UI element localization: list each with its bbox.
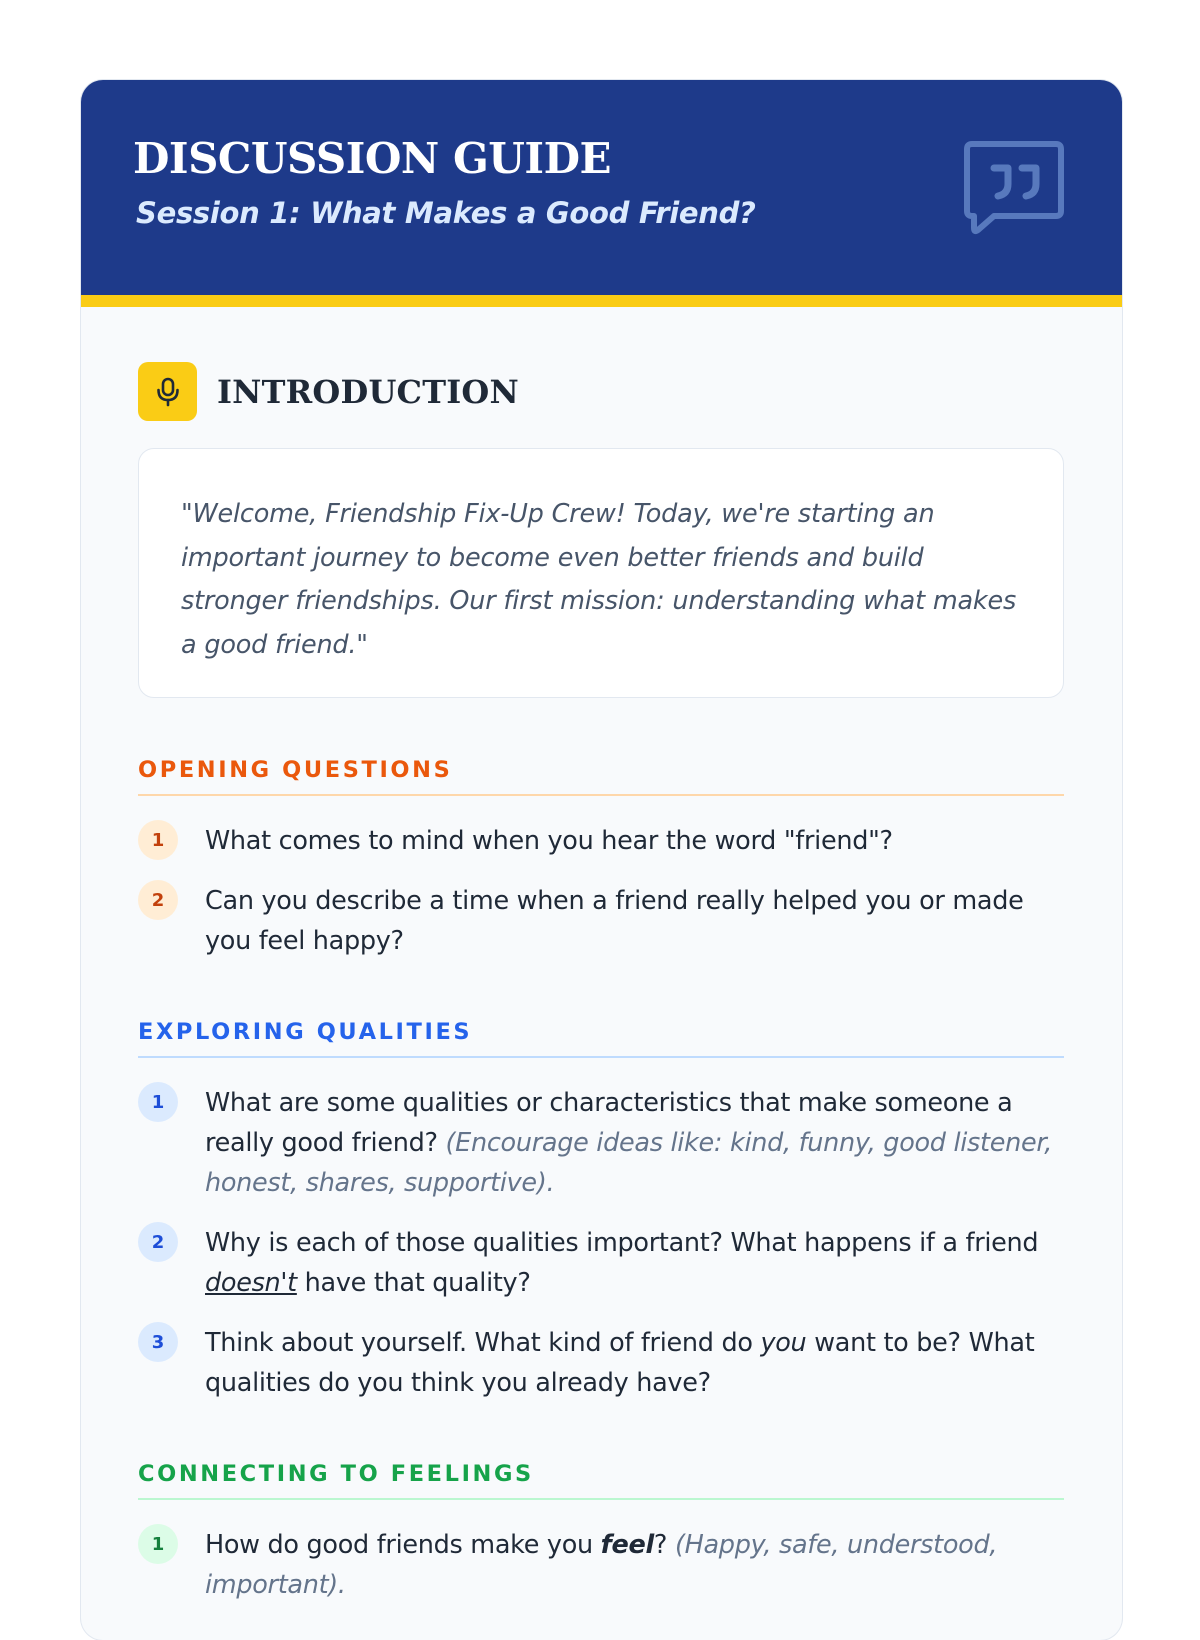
question-text: Why is each of those qualities important? What happens if a friend doesn't have that quality? <box>205 1228 1039 1298</box>
question-text: How do good friends make you feel? (Happy, safe, understood, important). <box>205 1530 998 1600</box>
exploring-question-3 <box>138 1323 1064 1403</box>
section-label-connecting-feelings: CONNECTING TO FEELINGS <box>138 1461 534 1487</box>
question-number-badge: 1 <box>138 1082 178 1122</box>
exploring-question-2 <box>138 1223 1064 1303</box>
question-hint: (Encourage ideas like: kind, funny, good listener, honest, shares, supportive). <box>205 1128 1053 1198</box>
question-number-badge: 3 <box>138 1322 178 1362</box>
introduction-quote: "Welcome, Friendship Fix-Up Crew! Today, we're starting an important journey to become even better friends and build stronger friendships. Our first mission: understanding what makes a good friend." <box>181 499 1017 660</box>
question-hint: (Happy, safe, understood, important). <box>205 1530 998 1600</box>
question-text: What comes to mind when you hear the word "friend"? <box>205 826 893 856</box>
section-rule-exploring <box>138 1056 1064 1058</box>
discussion-guide-card <box>81 80 1122 1640</box>
exploring-question-1 <box>138 1083 1064 1203</box>
section-label-exploring-qualities: EXPLORING QUALITIES <box>138 1019 473 1045</box>
section-label-opening-questions: OPENING QUESTIONS <box>138 757 453 783</box>
guide-header <box>81 80 1122 295</box>
question-number-badge: 2 <box>138 1222 178 1262</box>
question-number-badge: 1 <box>138 1524 178 1564</box>
question-number-badge: 2 <box>138 880 178 920</box>
opening-question-1 <box>138 821 1064 861</box>
section-rule-feelings <box>138 1498 1064 1500</box>
question-number-badge: 1 <box>138 820 178 860</box>
feelings-question-1 <box>138 1525 1064 1605</box>
header-accent-stripe <box>81 295 1122 307</box>
section-rule-opening <box>138 794 1064 796</box>
question-text: What are some qualities or characteristics that make someone a really good friend? (Encourage ideas like: kind, funny, good listener, honest, shares, supportive). <box>205 1088 1053 1198</box>
quote-bubble-icon <box>964 140 1064 236</box>
guide-title: DISCUSSION GUIDE <box>133 134 612 183</box>
question-text: Can you describe a time when a friend really helped you or made you feel happy? <box>205 886 1024 956</box>
question-text: Think about yourself. What kind of friend do you want to be? What qualities do you think you already have? <box>205 1328 1035 1398</box>
introduction-title: INTRODUCTION <box>217 372 519 411</box>
introduction-quote-box <box>138 448 1064 698</box>
opening-question-2 <box>138 881 1064 961</box>
microphone-icon <box>138 362 197 421</box>
introduction-heading <box>138 362 519 421</box>
session-subtitle: Session 1: What Makes a Good Friend? <box>136 196 756 230</box>
